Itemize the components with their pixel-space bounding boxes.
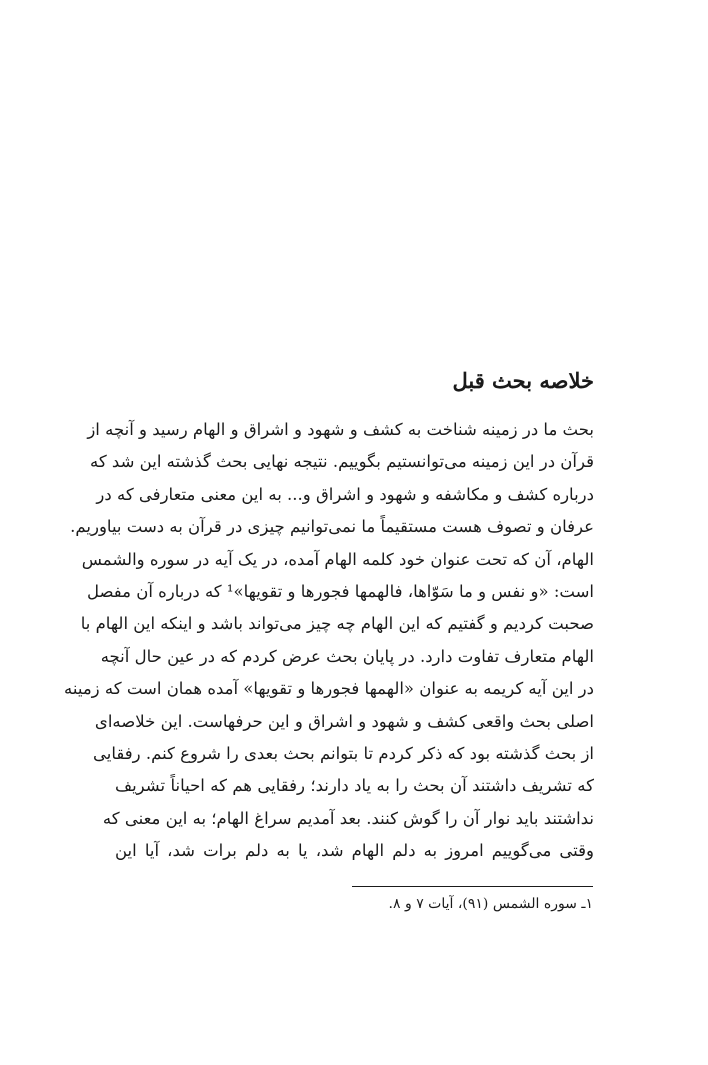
section-heading: خلاصه بحث قبل [452,368,594,393]
paragraph-line: نداشتند باید نوار آن را گوش کنند. بعد آمدیم سراغ الهام؛ به این معنی که [102,808,594,828]
paragraph-line: عرفان و تصوف هست مستقیماً ما نمی‌توانیم چیزی در قرآن به دست بیاوریم. [70,517,594,537]
paragraph-line: اصلی بحث واقعی کشف و شهود و اشراق و این حرفهاست. این خلاصه‌ای [94,711,594,731]
paragraph-line: بحث ما در زمینه شناخت به کشف و شهود و اشراق و الهام رسید و آنچه از [87,420,594,439]
paragraph-line: از بحث گذشته بود که ذکر کردم تا بتوانم بحث بعدی را شروع کنم. رفقایی [93,743,594,763]
footnote-separator [352,886,593,887]
footnote: ۱ـ سوره الشمس (۹۱)، آیات ۷ و ۸. [388,896,593,912]
body-paragraph [64,414,594,867]
paragraph-line: است: «و نفس و ما سَوّاها، فالهمها فجورها و تقویها»¹ که درباره آن مفصل [86,581,594,601]
paragraph-line: الهام متعارف تفاوت دارد. در پایان بحث عرض کردم که در عین حال آنچه [100,646,594,666]
paragraph-line: درباره کشف و مکاشفه و شهود و اشراق و... به این معنی متعارفی که در [96,484,594,504]
paragraph-line: که تشریف داشتند آن بحث را به یاد دارند؛ رفقایی هم که احیاناً تشریف [115,776,594,796]
paragraph-line: در این آیه کریمه به عنوان «الهمها فجورها و تقویها» آمده همان است که زمینه [64,679,594,699]
paragraph-line: الهام، آن که تحت عنوان خود کلمه الهام آمده، در یک آیه در سوره والشمس [81,549,594,569]
paragraph-line: قرآن در این زمینه می‌توانستیم بگوییم. نتیجه نهایی بحث گذشته این شد که [89,452,594,472]
paragraph-line: وقتی می‌گوییم امروز به دلم الهام شد، یا به دلم برات شد، آیا این [115,841,594,861]
paragraph-line: صحبت کردیم و گفتیم که این الهام چه چیز می‌تواند باشد و اینکه این الهام با [80,614,594,634]
